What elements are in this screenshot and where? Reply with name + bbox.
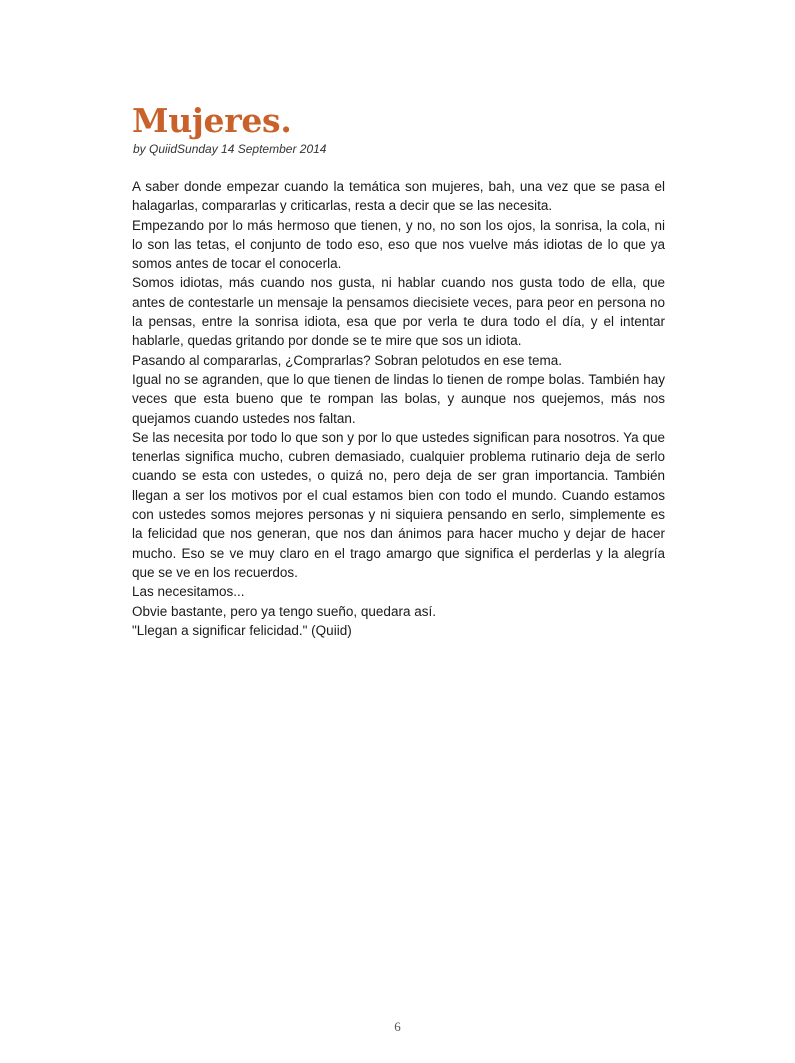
article-paragraph: Pasando al compararlas, ¿Comprarlas? Sobran pelotudos en ese tema. [132,352,562,368]
article-paragraph: Igual no se agranden, que lo que tienen de lindas lo tienen de rompe bolas. También hay veces que esta bueno que te rompan las bolas, y aunque nos quejemos, más nos quejamos cuando ustedes nos faltan. [132,371,665,426]
article-title: Mujeres. [132,101,292,140]
article-paragraph: Somos idiotas, más cuando nos gusta, ni hablar cuando nos gusta todo de ella, que antes de contestarle un mensaje la pensamos diecisiete veces, para peor en persona no la pensas, entre la sonrisa idiota, esa que por verla te dura todo el día, y el intentar hablarle, quedas gritando por donde se te mire que sos un idiota. [132,275,665,349]
page-number: 6 [394,1019,401,1034]
article-body [132,177,665,640]
article-paragraph: Empezando por lo más hermoso que tienen, y no, no son los ojos, la sonrisa, la cola, ni lo son las tetas, el conjunto de todo eso, eso que nos vuelve más idiotas de lo que ya somos antes de tocar el conocerla. [132,217,665,272]
article-paragraph: A saber donde empezar cuando la temática son mujeres, bah, una vez que se pasa el halagarlas, compararlas y criticarlas, resta a decir que se las necesita. [132,179,665,214]
article-paragraph: Se las necesita por todo lo que son y por lo que ustedes significan para nosotros. Ya que tenerlas significa mucho, cubren demasiado, cualquier problema rutinario deja de serlo cuando se esta con ustedes, o quizá no, pero deja de ser gran importancia. También llegan a ser los motivos por el cual estamos bien con todo el mundo. Cuando estamos con ustedes somos mejores personas y ni siquiera pensando en serlo, simplemente es la felicidad que nos generan, que nos dan ánimos para hacer mucho y dejar de hacer mucho. Eso se ve muy claro en el trago amargo que significa el perderlas y la alegría que se ve en los recuerdos. [132,429,665,580]
article-paragraph: "Llegan a significar felicidad." (Quiid) [132,622,352,638]
article-byline: by QuiidSunday 14 September 2014 [133,142,327,156]
article-paragraph: Las necesitamos... [132,584,245,600]
article-paragraph: Obvie bastante, pero ya tengo sueño, quedara así. [132,603,436,619]
